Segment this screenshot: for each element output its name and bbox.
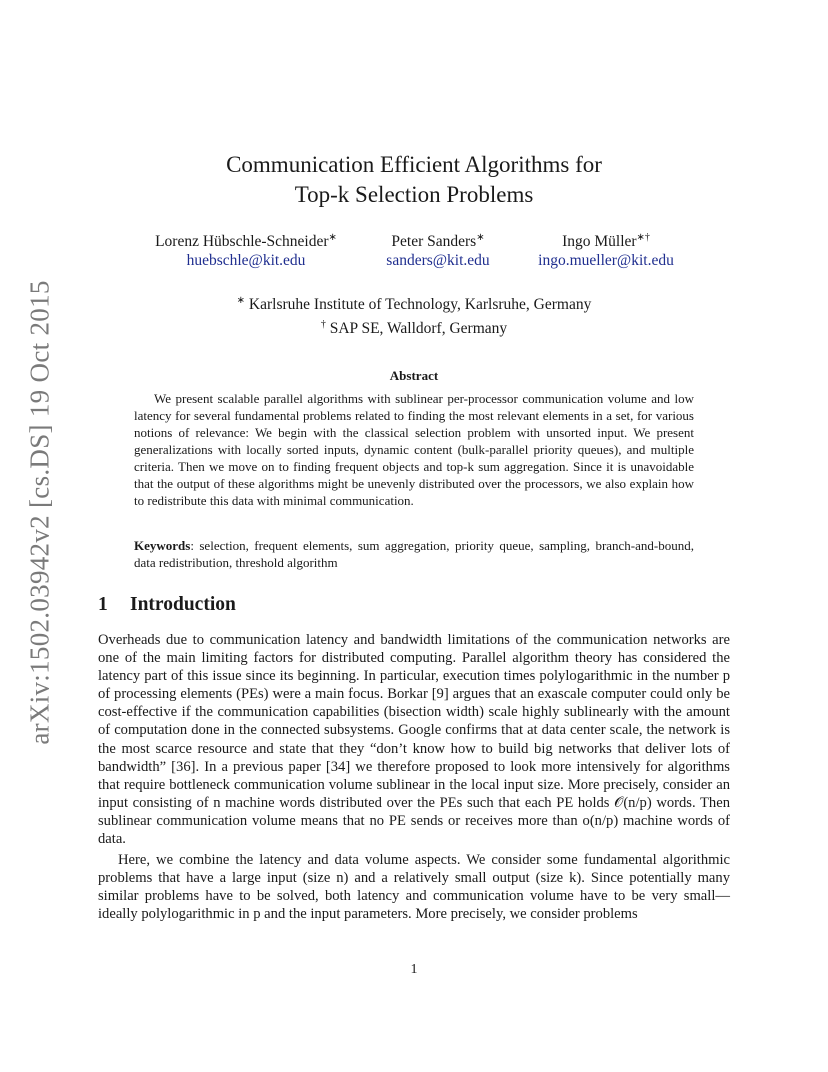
page-number: 1 — [410, 962, 418, 977]
title-line-2: Top-k Selection Problems — [294, 182, 534, 207]
author-name: Lorenz Hübschle-Schneider∗ — [155, 232, 337, 251]
affiliation-mark: † — [320, 319, 326, 331]
author-block — [370, 228, 506, 270]
affiliation-mark: ∗ — [236, 295, 246, 306]
affiliation-line: † SAP SE, Walldorf, Germany — [320, 319, 508, 338]
affiliations — [0, 291, 828, 339]
section-heading — [98, 594, 236, 616]
abstract-text: We present scalable parallel algorithms with sublinear per-processor communication volume and low latency for several fundamental problems related to finding the most relevant elements in a set, for various notions of relevance: We begin with the classical selection problem with unsorted input. We present generalizations with locally sorted inputs, dynamic content (bulk-parallel priority queues), and multiple criteria. Then we move on to finding frequent objects and top-k sum aggregation. Since it is unavoidable that the output of these algorithms might be unevenly distributed over the processors, we also explain how to redistribute this data with minimal communication. — [134, 391, 694, 508]
author-email-link[interactable]: huebschle@kit.edu — [186, 252, 306, 270]
body-paragraph: Here, we combine the latency and data volume aspects. We consider some fundamental algorithmic problems that have a large input (size n) and a relatively small output (size k). Since potentially many similar problems have to be solved, both latency and communication volume have to be very small—ideally polylogarithmic in p and the input parameters. More precisely, we consider problems — [98, 852, 730, 923]
affiliation-line: ∗ Karlsruhe Institute of Technology, Karlsruhe, Germany — [236, 295, 592, 314]
author-email-link[interactable]: sanders@kit.edu — [386, 252, 490, 270]
author-footnote-mark: ∗ — [476, 232, 485, 243]
abstract-heading: Abstract — [389, 368, 439, 383]
keywords-text: : selection, frequent elements, sum aggregation, priority queue, sampling, branch-and-bound, data redistribution, threshold algorithm — [134, 538, 694, 570]
author-footnote-mark: ∗† — [636, 232, 650, 243]
section-title: Introduction — [130, 594, 236, 615]
section-number: 1 — [98, 594, 108, 615]
arxiv-stamp-text: arXiv:1502.03942v2 [cs.DS] 19 Oct 2015 — [24, 279, 55, 745]
author-block — [138, 228, 354, 270]
author-email-link[interactable]: ingo.mueller@kit.edu — [538, 252, 674, 270]
author-block — [520, 228, 692, 270]
author-name: Ingo Müller∗† — [562, 232, 650, 251]
author-footnote-mark: ∗ — [328, 232, 337, 243]
author-name: Peter Sanders∗ — [391, 232, 485, 251]
keywords-paragraph — [134, 537, 694, 571]
arxiv-identifier-stamp — [22, 279, 58, 745]
body-paragraph: Overheads due to communication latency and bandwidth limitations of the communication networks are one of the main limiting factors for distributed computing. Parallel algorithm theory has considered the latency part of this issue since its beginning. In particular, execution times polylogarithmic in the number p of processing elements (PEs) were a main focus. Borkar [9] argues that an exascale computer could only be cost-effective if the communication capabilities (bisection width) scale highly sublinearly with the amount of computation done in the connected subsystems. Google confirms that at data center scale, the network is the most scarce resource and state that they “don’t know how to build big networks that deliver lots of bandwidth” [36]. In a previous paper [34] we therefore proposed to look more intensively for algorithms that require bottleneck communication volume sublinear in the local input size. More precisely, consider an input consisting of n machine words distributed over the PEs such that each PE holds 𝒪(n/p) words. Then sublinear communication volume means that no PE sends or receives more than o(n/p) machine words of data. — [98, 632, 730, 848]
paper-title — [0, 150, 828, 210]
title-line-1: Communication Efficient Algorithms for — [226, 152, 602, 177]
keywords-label: Keywords — [134, 538, 191, 553]
